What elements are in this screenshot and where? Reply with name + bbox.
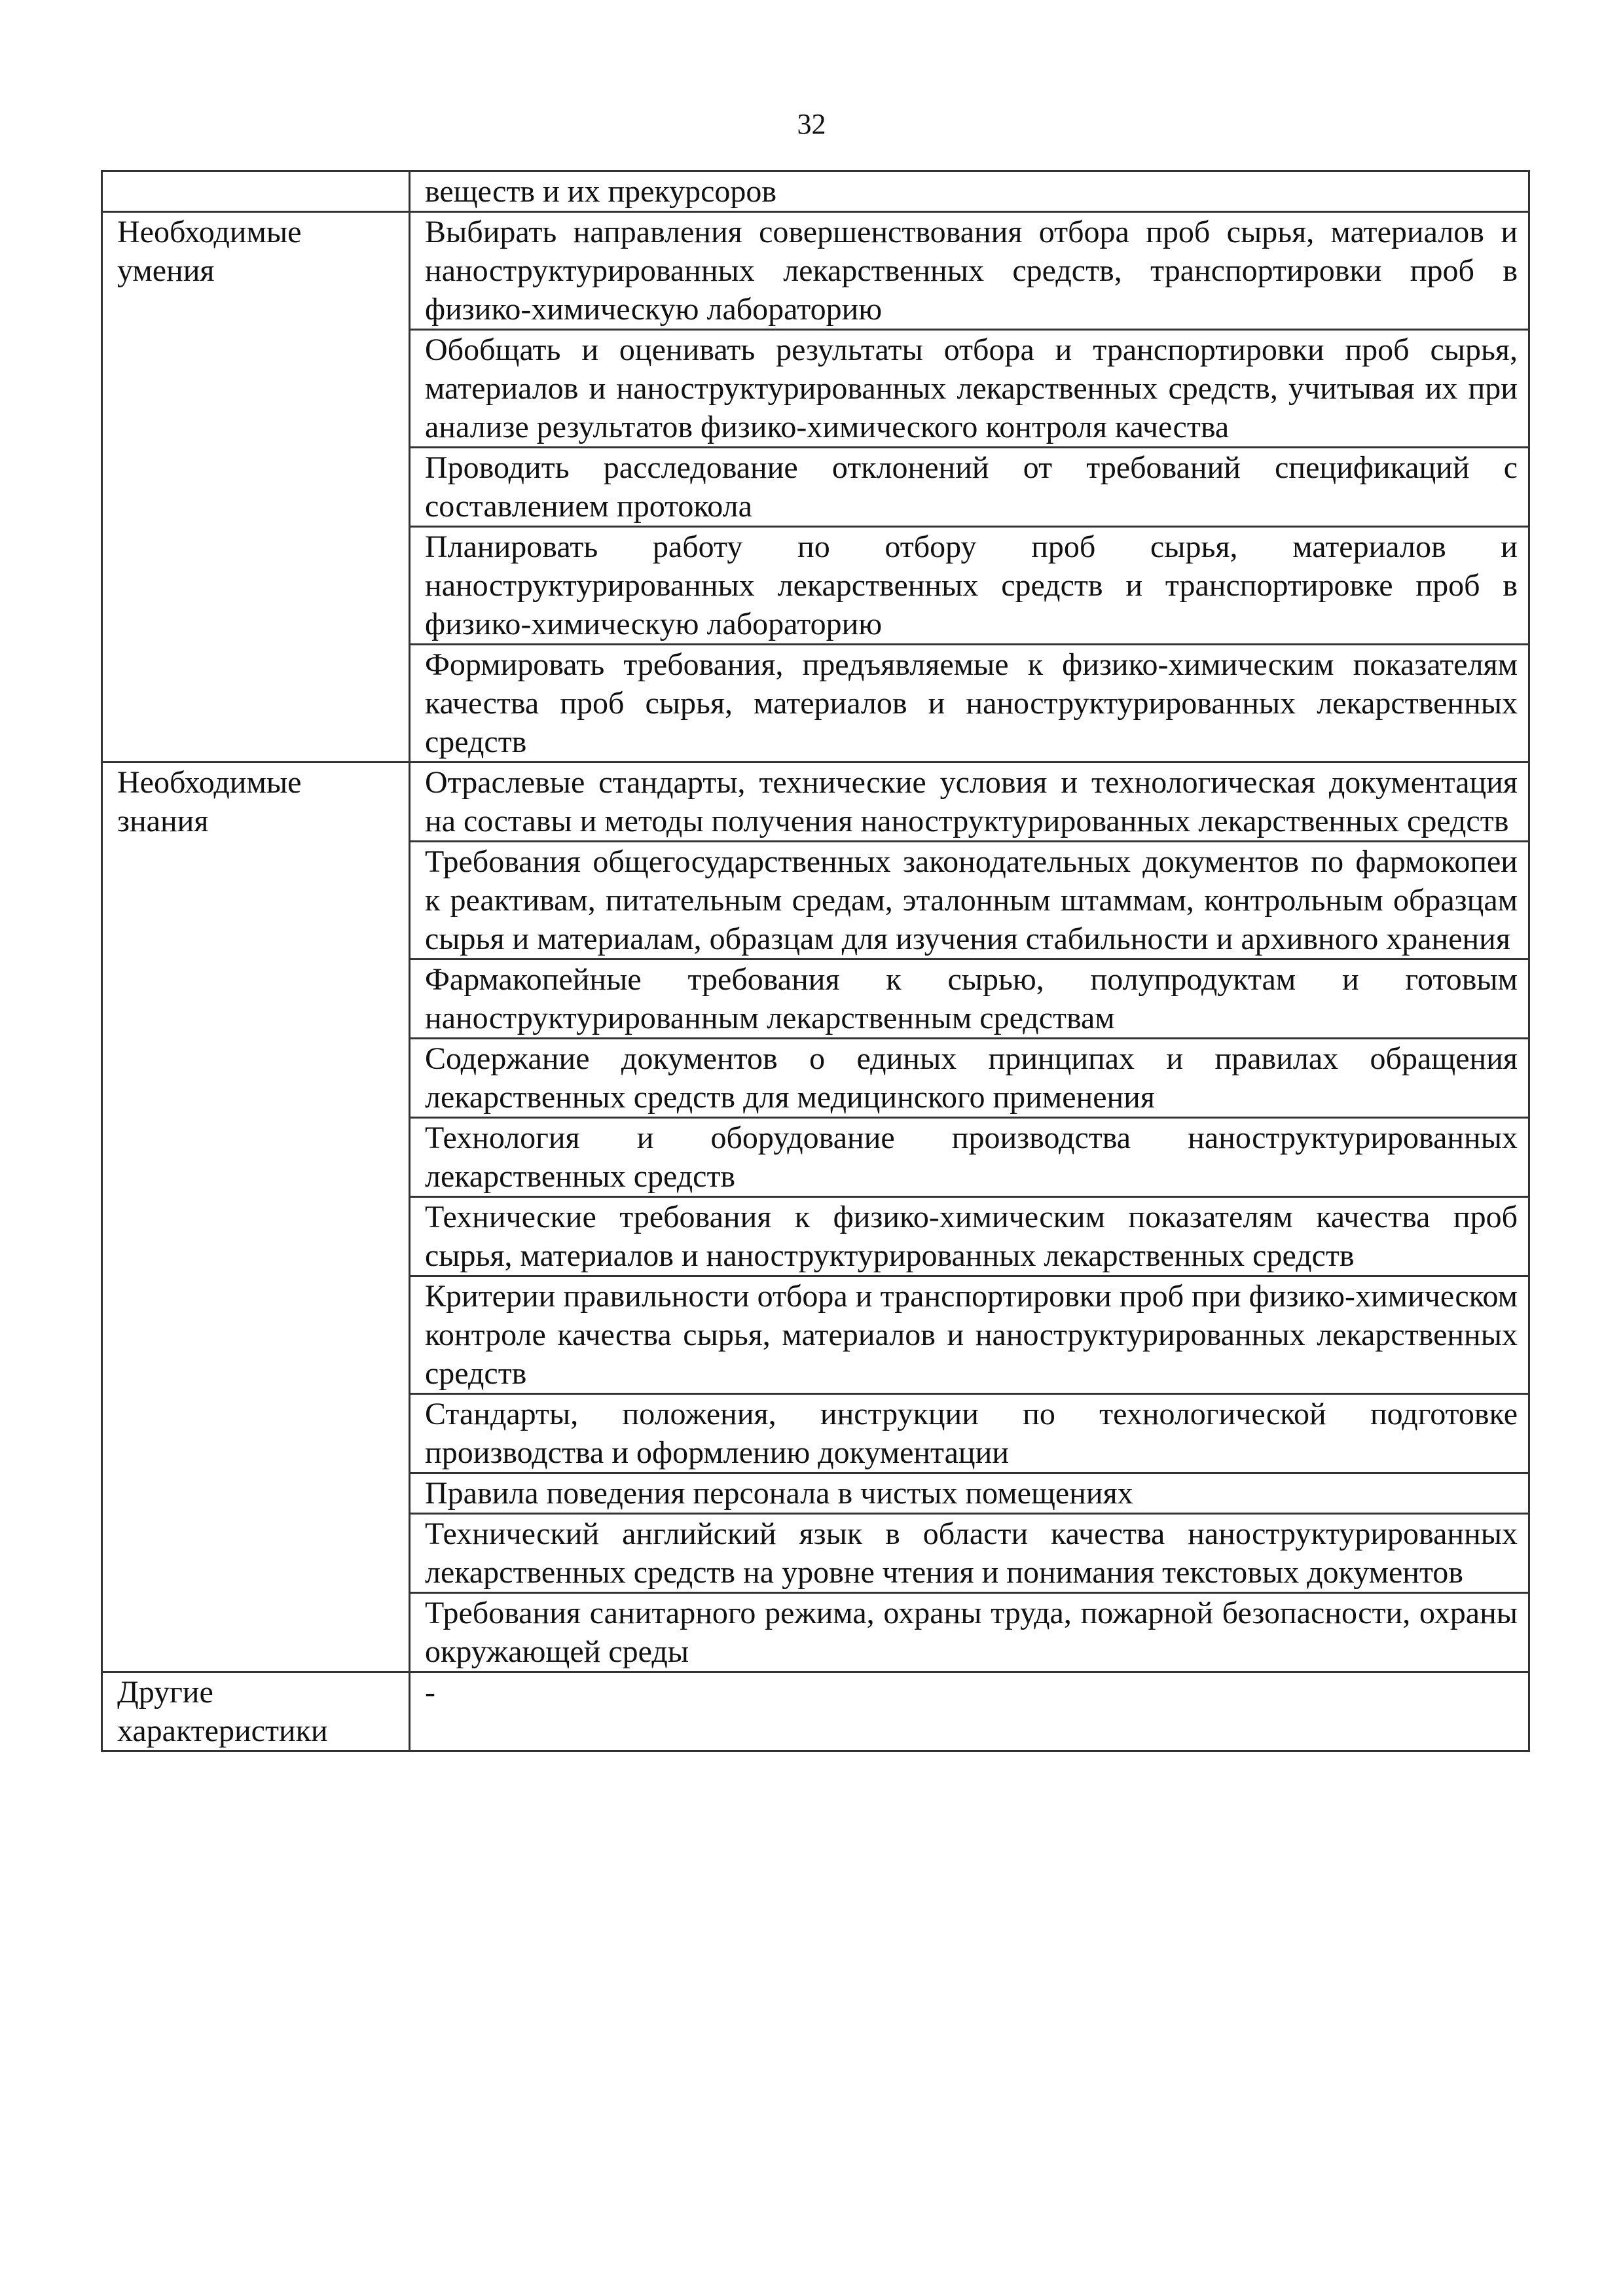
table-row <box>102 212 1529 330</box>
page-number: 32 <box>797 108 826 140</box>
table-row <box>102 645 1529 762</box>
table-row <box>102 1593 1529 1672</box>
table-row <box>102 1118 1529 1197</box>
table-row <box>102 1394 1529 1473</box>
section-label <box>102 1394 410 1473</box>
section-label <box>102 645 410 762</box>
table-cell: Выбирать направления совершенствования отбора проб сырья, материалов и наноструктурированных лекарственных средств, транспортировки проб в физико-химическую лабораторию <box>410 212 1529 330</box>
table-row <box>102 1473 1529 1514</box>
table-cell: Проводить расследование отклонений от требований спецификаций с составлением протокола <box>410 448 1529 527</box>
table-row <box>102 171 1529 212</box>
table-cell: Критерии правильности отбора и транспортировки проб при физико-химическом контроле качества сырья, материалов и наноструктурированных лекарственных средств <box>410 1276 1529 1394</box>
table-cell: Обобщать и оценивать результаты отбора и транспортировки проб сырья, материалов и наноструктурированных лекарственных средств, учитывая их при анализе результатов физико-химического контроля качества <box>410 330 1529 448</box>
table-row <box>102 960 1529 1039</box>
table-row <box>102 330 1529 448</box>
section-label <box>102 1039 410 1118</box>
table-row <box>102 1276 1529 1394</box>
table-row <box>102 842 1529 960</box>
section-label <box>102 527 410 645</box>
section-label <box>102 960 410 1039</box>
table-row <box>102 1514 1529 1593</box>
table-cell: Требования общегосударственных законодательных документов по фармокопеи к реактивам, питательным средам, эталонным штаммам, контрольным образцам сырья и материалам, образцам для изучения стабильности и архивного хранения <box>410 842 1529 960</box>
section-label <box>102 1514 410 1593</box>
section-label <box>102 1473 410 1514</box>
table-cell: Технические требования к физико-химическим показателям качества проб сырья, материалов и наноструктурированных лекарственных средств <box>410 1197 1529 1276</box>
section-label <box>102 1118 410 1197</box>
table-cell: веществ и их прекурсоров <box>410 171 1529 212</box>
table-cell: Правила поведения персонала в чистых помещениях <box>410 1473 1529 1514</box>
section-label <box>102 448 410 527</box>
table-row <box>102 448 1529 527</box>
section-label: Необходимые умения <box>102 212 410 330</box>
table-body <box>102 171 1529 1751</box>
table-cell: Планировать работу по отбору проб сырья, материалов и наноструктурированных лекарственных средств и транспортировке проб в физико-химическую лабораторию <box>410 527 1529 645</box>
section-label <box>102 1276 410 1394</box>
table-cell: Технология и оборудование производства наноструктурированных лекарственных средств <box>410 1118 1529 1197</box>
table-cell: Формировать требования, предъявляемые к физико-химическим показателям качества проб сырья, материалов и наноструктурированных лекарственных средств <box>410 645 1529 762</box>
section-label <box>102 1593 410 1672</box>
table-row <box>102 1039 1529 1118</box>
table-cell: Требования санитарного режима, охраны труда, пожарной безопасности, охраны окружающей среды <box>410 1593 1529 1672</box>
row-label <box>102 171 410 212</box>
table-cell: Технический английский язык в области качества наноструктурированных лекарственных средств на уровне чтения и понимания текстовых документов <box>410 1514 1529 1593</box>
section-label: Другие характеристики <box>102 1672 410 1751</box>
table-cell: - <box>410 1672 1529 1751</box>
table-cell: Стандарты, положения, инструкции по технологической подготовке производства и оформлению документации <box>410 1394 1529 1473</box>
requirements-table <box>101 170 1530 1752</box>
table-cell: Отраслевые стандарты, технические условия и технологическая документация на составы и методы получения наноструктурированных лекарственных средств <box>410 762 1529 842</box>
section-label <box>102 330 410 448</box>
table-row <box>102 1197 1529 1276</box>
section-label <box>102 1197 410 1276</box>
table-cell: Содержание документов о единых принципах и правилах обращения лекарственных средств для медицинского применения <box>410 1039 1529 1118</box>
table-row <box>102 527 1529 645</box>
table-row <box>102 1672 1529 1751</box>
table-row <box>102 762 1529 842</box>
section-label: Необходимые знания <box>102 762 410 842</box>
table-cell: Фармакопейные требования к сырью, полупродуктам и готовым наноструктурированным лекарственным средствам <box>410 960 1529 1039</box>
section-label <box>102 842 410 960</box>
